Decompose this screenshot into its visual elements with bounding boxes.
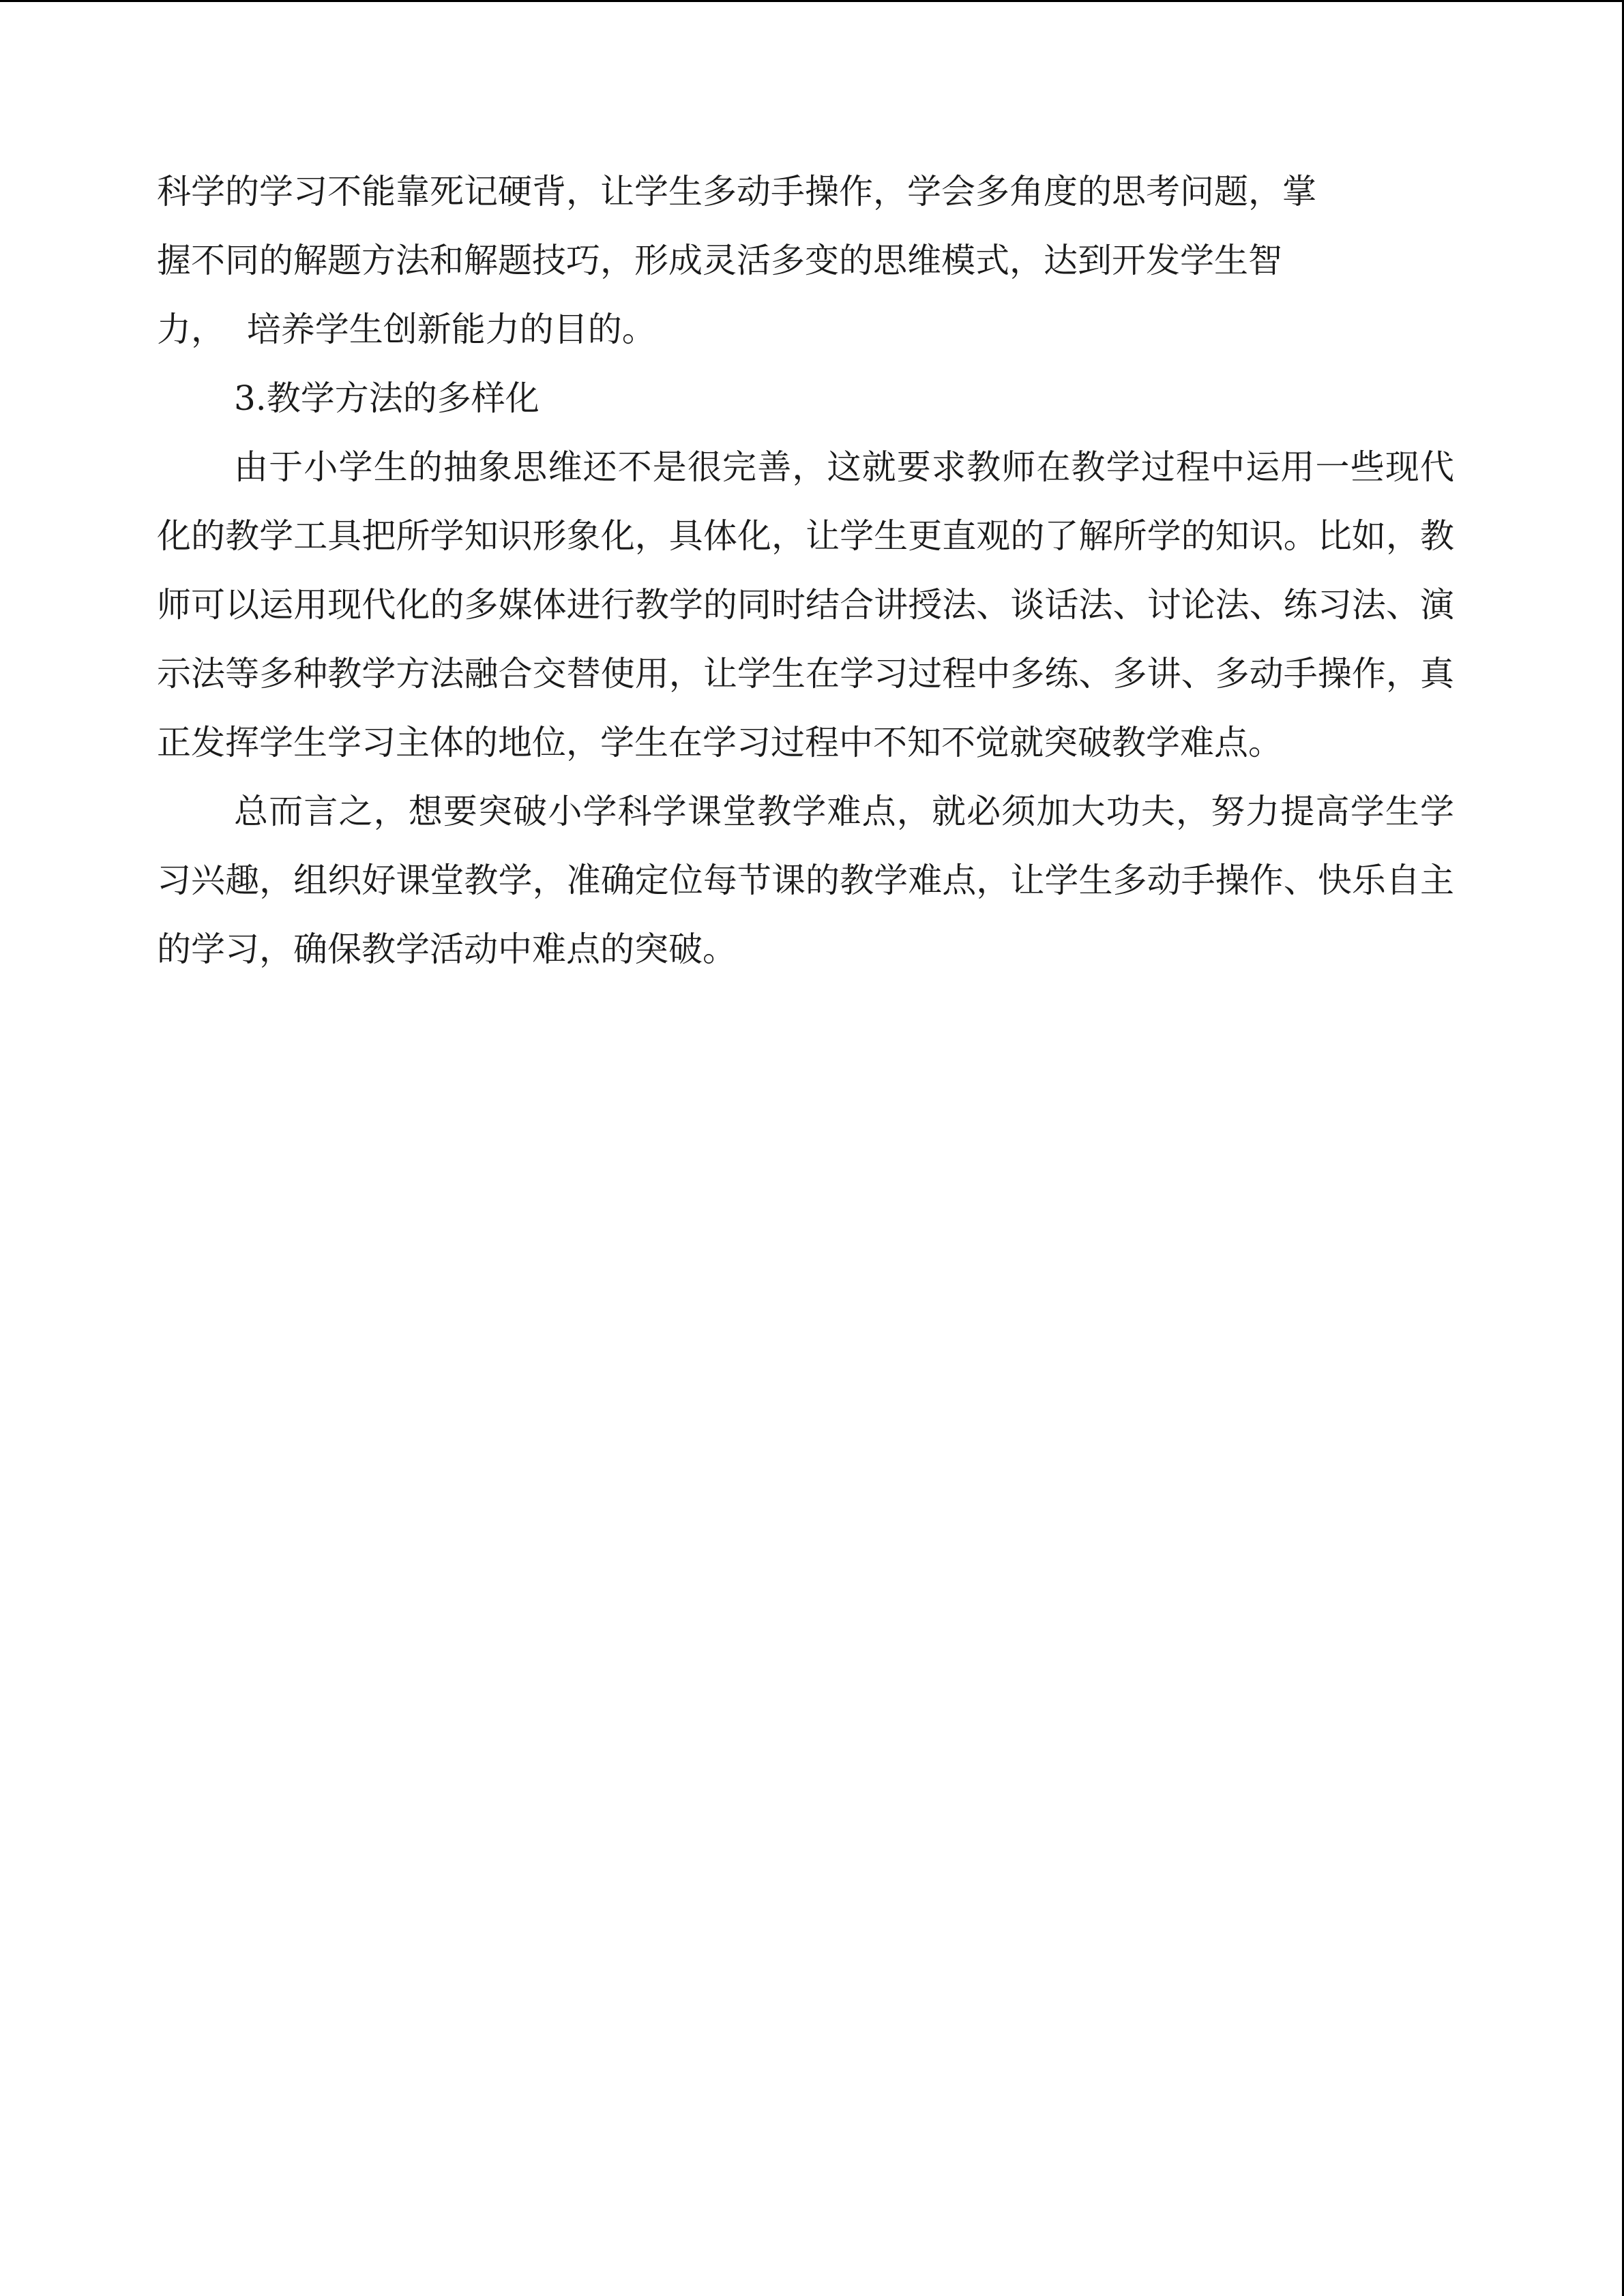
paragraph-continuation-line-3: 力， 培养学生创新能力的目的。: [157, 310, 656, 349]
paragraph-continuation-line-2: 握不同的解题方法和解题技巧，形成灵活多变的思维模式，达到开发学生智: [157, 241, 1282, 280]
section-heading: 3.教学方法的多样化: [234, 378, 540, 418]
document-body: [157, 158, 1454, 984]
paragraph-continuation-line-1: 科学的学习不能靠死记硬背，让学生多动手操作，学会多角度的思考问题，掌: [157, 172, 1316, 211]
paragraph-conclusion: 总而言之，想要突破小学科学课堂教学难点，就必须加大功夫，努力提高学生学习兴趣，组织好课堂教学，准确定位每节课的教学难点，让学生多动手操作、快乐自主的学习，确保教学活动中难点的突破。: [157, 792, 1454, 969]
paragraph-teaching-methods: 由于小学生的抽象思维还不是很完善，这就要求教师在教学过程中运用一些现代化的教学工具把所学知识形象化，具体化，让学生更直观的了解所学的知识。比如，教师可以运用现代化的多媒体进行教学的同时结合讲授法、谈话法、讨论法、练习法、演示法等多种教学方法融合交替使用，让学生在学习过程中多练、多讲、多动手操作，真正发挥学生学习主体的地位，学生在学习过程中不知不觉就突破教学难点。: [157, 447, 1454, 762]
